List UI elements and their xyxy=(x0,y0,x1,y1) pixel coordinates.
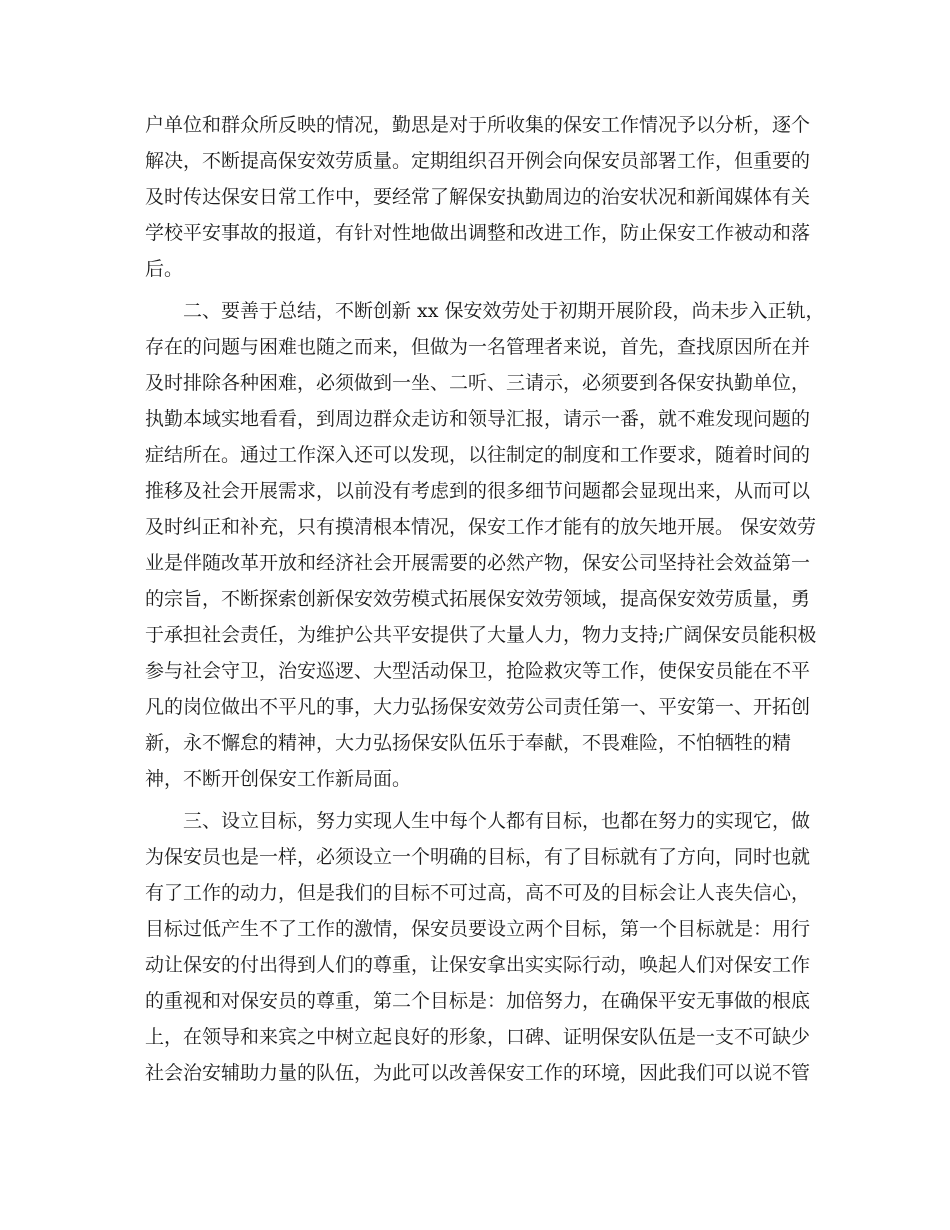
text-line: 症结所在。通过工作深入还可以发现，以往制定的制度和工作要求，随着时间的 xyxy=(145,444,811,466)
text-line: 动让保安的付出得到人们的尊重，让保安拿出实实际行动，唤起人们对保安工作 xyxy=(145,954,811,976)
text-line: 有了工作的动力，但是我们的目标不可过高，高不可及的目标会让人丧失信心， xyxy=(145,882,811,904)
text-line: 及时纠正和补充，只有摸清根本情况，保安工作才能有的放矢地开展。 保安效劳 xyxy=(145,516,817,538)
text-line: 后。 xyxy=(145,258,184,280)
text-line: 业是伴随改革开放和经济社会开展需要的必然产物，保安公司坚持社会效益第一 xyxy=(145,552,811,574)
text-line: 执勤本域实地看看，到周边群众走访和领导汇报，请示一番，就不难发现问题的 xyxy=(145,408,811,430)
text-line: 社会治安辅助力量的队伍，为此可以改善保安工作的环境，因此我们可以说不管 xyxy=(145,1062,811,1084)
text-line: 存在的问题与困难也随之而来，但做为一名管理者来说，首先，查找原因所在并 xyxy=(145,336,811,358)
text-line: 解决，不断提高保安效劳质量。定期组织召开例会向保安员部署工作，但重要的 xyxy=(145,150,811,172)
paragraph-start-line: 三、设立目标，努力实现人生中每个人都有目标，也都在努力的实现它，做 xyxy=(183,810,811,832)
text-line: 及时排除各种困难，必须做到一坐、二听、三请示，必须要到各保安执勤单位， xyxy=(145,372,811,394)
paragraph-start-line: 二、要善于总结，不断创新 xx 保安效劳处于初期开展阶段，尚未步入正轨， xyxy=(183,300,825,322)
text-line: 目标过低产生不了工作的激情，保安员要设立两个目标，第一个目标就是：用行 xyxy=(145,918,811,940)
text-line: 为保安员也是一样，必须设立一个明确的目标，有了目标就有了方向，同时也就 xyxy=(145,846,811,868)
text-line: 推移及社会开展需求，以前没有考虑到的很多细节问题都会显现出来，从而可以 xyxy=(145,480,811,502)
text-line: 新，永不懈怠的精神，大力弘扬保安队伍乐于奉献，不畏难险，不怕牺牲的精 xyxy=(145,732,792,754)
text-line: 上，在领导和来宾之中树立起良好的形象，口碑、证明保安队伍是一支不可缺少 xyxy=(145,1026,811,1048)
text-line: 凡的岗位做出不平凡的事，大力弘扬保安效劳公司责任第一、平安第一、开拓创 xyxy=(145,696,811,718)
text-line: 于承担社会责任，为维护公共平安提供了大量人力，物力支持;广阔保安员能积极 xyxy=(145,624,817,646)
text-line: 户单位和群众所反映的情况，勤思是对于所收集的保安工作情况予以分析，逐个 xyxy=(145,114,811,136)
text-line: 神，不断开创保安工作新局面。 xyxy=(145,768,412,790)
text-line: 及时传达保安日常工作中，要经常了解保安执勤周边的治安状况和新闻媒体有关 xyxy=(145,186,811,208)
text-line: 参与社会守卫，治安巡逻、大型活动保卫，抢险救灾等工作，使保安员能在不平 xyxy=(145,660,811,682)
text-line: 的重视和对保安员的尊重，第二个目标是：加倍努力，在确保平安无事做的根底 xyxy=(145,990,811,1012)
text-line: 学校平安事故的报道，有针对性地做出调整和改进工作，防止保安工作被动和落 xyxy=(145,222,811,244)
text-line: 的宗旨，不断探索创新保安效劳模式拓展保安效劳领域，提高保安效劳质量，勇 xyxy=(145,588,811,610)
